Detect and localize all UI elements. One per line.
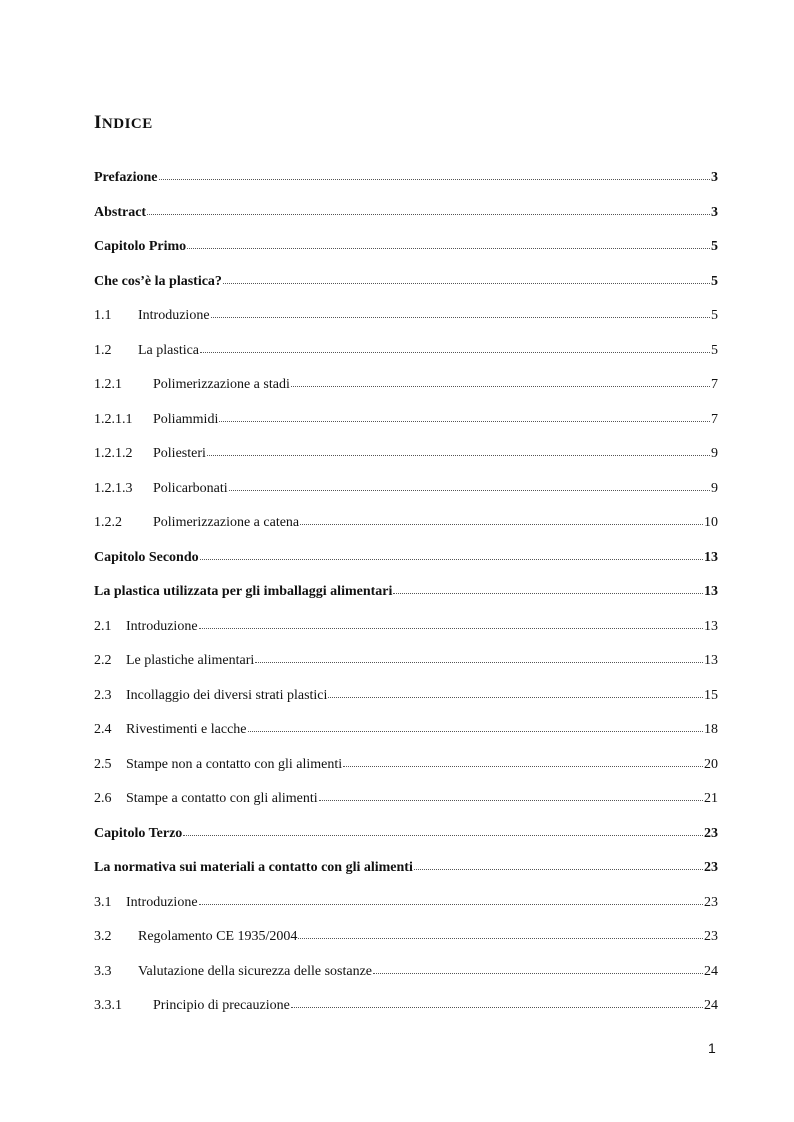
toc-entry[interactable] [94,239,718,261]
toc-entry[interactable] [94,895,718,917]
toc-entry-number: 2.6 [94,791,112,806]
toc-entry-page: 7 [711,411,718,427]
toc-entry-label: Polimerizzazione a catena [153,515,300,530]
toc-entry-label: La normativa sui materiali a contatto con gli alimenti [94,860,413,875]
toc-entry-label: Poliammidi [153,411,219,427]
toc-entry-number: 2.3 [94,687,112,703]
toc-leader-dots [200,352,710,353]
toc-entry-page: 13 [704,549,718,565]
toc-entry-label: Principio di precauzione [153,998,290,1013]
toc-entry-number: 3.2 [94,929,112,944]
toc-title-initial: I [94,112,102,133]
toc-entry-page: 3 [711,204,718,220]
toc-entry-label: Rivestimenti e lacche [126,722,247,737]
toc-entry[interactable] [94,826,718,848]
toc-entry-number: 2.5 [94,756,112,772]
toc-entry-label: Abstract [94,204,147,220]
toc-title-rest: NDICE [101,116,153,132]
toc-entry-label: Che cos’è la plastica? [94,273,222,289]
toc-entry[interactable] [94,308,718,330]
toc-leader-dots [298,938,703,939]
toc-entry-page: 23 [704,825,718,841]
toc-leader-dots [199,628,703,629]
toc-leader-dots [328,697,703,698]
toc-entry-label: Incollaggio dei diversi strati plastici [126,687,328,703]
toc-leader-dots [147,214,710,215]
toc-entry-number: 2.1 [94,618,112,634]
toc-entry-page: 24 [704,998,718,1013]
toc-entry[interactable] [94,653,718,675]
toc-entry-page: 13 [704,584,718,599]
toc-entry-label: Polimerizzazione a stadi [153,377,290,392]
toc-entry-label: Stampe non a contatto con gli alimenti [126,756,343,772]
toc-entry-number: 2.4 [94,722,112,737]
toc-entry-label: Introduzione [126,894,198,910]
toc-entry[interactable] [94,929,718,951]
toc-entry-label: Capitolo Secondo [94,549,199,565]
toc-entry-label: Poliesteri [153,446,206,461]
toc-entry[interactable] [94,515,718,537]
toc-entry-page: 21 [704,791,718,806]
toc-entry-page: 7 [711,377,718,392]
toc-leader-dots [200,559,703,560]
toc-entry-page: 20 [704,756,718,772]
toc-entry-number: 1.2.1.3 [94,480,133,496]
toc-entry[interactable] [94,550,718,572]
toc-entry-label: Introduzione [126,618,198,634]
toc-entry-page: 9 [711,480,718,496]
toc-entry-number: 2.2 [94,653,112,668]
toc-entry-number: 1.2.1.2 [94,446,133,461]
toc-entry-number: 3.1 [94,894,112,910]
toc-entry-number: 3.3.1 [94,998,122,1013]
toc-entry[interactable] [94,860,718,882]
toc-leader-dots [414,869,703,870]
toc-entry-page: 5 [711,239,718,254]
toc-entry-page: 23 [704,860,718,875]
toc-entry[interactable] [94,446,718,468]
toc-entry-page: 18 [704,722,718,737]
toc-entry[interactable] [94,964,718,986]
toc-entry-page: 23 [704,929,718,944]
toc-entry[interactable] [94,377,718,399]
toc-entry-number: 1.2 [94,342,112,358]
toc-entry-label: Policarbonati [153,480,228,496]
toc-entry-label: Capitolo Primo [94,239,187,254]
toc-leader-dots [207,455,710,456]
toc-entry[interactable] [94,584,718,606]
toc-entry[interactable] [94,619,718,641]
toc-entry[interactable] [94,791,718,813]
toc-leader-dots [393,593,703,594]
toc-entry-label: Prefazione [94,170,158,185]
toc-title [94,112,153,134]
toc-entry-label: Regolamento CE 1935/2004 [138,929,298,944]
toc-entry[interactable] [94,170,718,192]
toc-entry-page: 15 [704,687,718,703]
toc-entry-page: 9 [711,446,718,461]
toc-leader-dots [183,835,703,836]
toc-entry-page: 5 [711,308,718,323]
toc-entry-number: 1.2.1.1 [94,411,133,427]
toc-entry-page: 23 [704,894,718,910]
toc-entry-number: 1.2.1 [94,377,122,392]
toc-entry-page: 13 [704,618,718,634]
toc-entry-page: 13 [704,653,718,668]
toc-entry-number: 1.1 [94,308,112,323]
toc-entry[interactable] [94,688,718,710]
toc-entry-label: Introduzione [138,308,210,323]
toc-leader-dots [300,524,703,525]
toc-leader-dots [343,766,703,767]
toc-entry-page: 24 [704,963,718,979]
toc-leader-dots [159,179,711,180]
page-number: 1 [708,1040,716,1056]
toc-entry-label: Le plastiche alimentari [126,653,255,668]
toc-leader-dots [223,283,710,284]
toc-entry-label: Stampe a contatto con gli alimenti [126,791,318,806]
toc-leader-dots [291,386,710,387]
toc-entry-label: La plastica utilizzata per gli imballaggi alimentari [94,584,393,599]
toc-entry-page: 5 [711,342,718,358]
toc-leader-dots [229,490,710,491]
toc-entry-page: 5 [711,273,718,289]
toc-entry-label: La plastica [138,342,200,358]
toc-leader-dots [211,317,710,318]
toc-entry-number: 3.3 [94,963,112,979]
toc-entry[interactable] [94,757,718,779]
toc-leader-dots [219,421,710,422]
toc-leader-dots [187,248,710,249]
toc-entry[interactable] [94,722,718,744]
toc-entry[interactable] [94,998,718,1020]
toc-entry-number: 1.2.2 [94,515,122,530]
toc-leader-dots [255,662,703,663]
toc-leader-dots [373,973,703,974]
toc-entry[interactable] [94,343,718,365]
toc-entry-label: Valutazione della sicurezza delle sostanze [138,963,372,979]
toc-leader-dots [319,800,703,801]
toc-entry-page: 10 [704,515,718,530]
toc-leader-dots [199,904,703,905]
toc-entry[interactable] [94,412,718,434]
toc-entry[interactable] [94,481,718,503]
toc-leader-dots [291,1007,703,1008]
toc-entry-page: 3 [711,170,718,185]
toc-entry[interactable] [94,274,718,296]
toc-entry-label: Capitolo Terzo [94,825,183,841]
toc-entry[interactable] [94,205,718,227]
toc-leader-dots [248,731,703,732]
